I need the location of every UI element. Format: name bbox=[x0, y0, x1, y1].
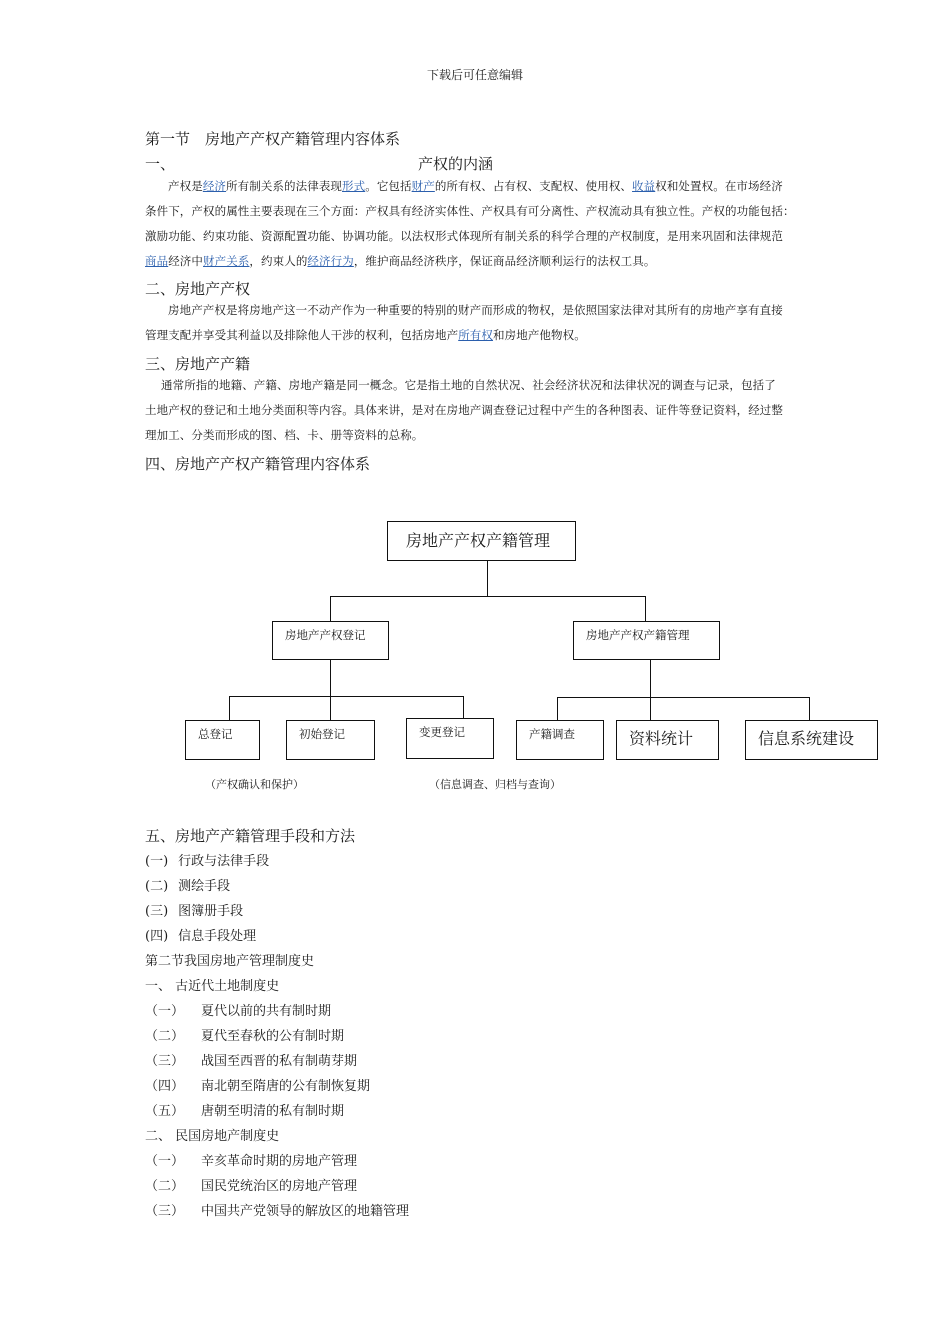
link-income[interactable]: 收益 bbox=[632, 179, 656, 193]
list-item-text: 战国至西晋的私有制萌芽期 bbox=[201, 1054, 358, 1069]
list-item-text: 唐朝至明清的私有制时期 bbox=[201, 1104, 345, 1119]
link-form[interactable]: 形式 bbox=[342, 179, 366, 193]
part-2-paragraph bbox=[145, 298, 813, 348]
list-item-number: (三) bbox=[145, 904, 169, 919]
text: ，约束人的 bbox=[249, 254, 308, 268]
list-item bbox=[145, 1175, 357, 1194]
text: 管理支配并享受其利益以及排除他人干涉的权利，包括房地产 bbox=[145, 328, 459, 342]
section-2-part-2-heading: 二、 民国房地产制度史 bbox=[145, 1129, 280, 1144]
paragraph-line: 理加工、分类而形成的图、档、卡、册等资料的总称。 bbox=[145, 428, 424, 442]
text: 产权是 bbox=[168, 179, 203, 193]
diagram-note-left: （产权确认和保护） bbox=[205, 778, 304, 791]
list-item bbox=[145, 925, 256, 944]
part-3-heading: 三、房地产产籍 bbox=[145, 355, 251, 373]
diagram-left-box bbox=[272, 621, 389, 660]
link-property[interactable]: 财产 bbox=[411, 179, 435, 193]
connector-line bbox=[229, 696, 230, 720]
connector-line bbox=[229, 696, 464, 697]
link-ownership[interactable]: 所有权 bbox=[458, 328, 494, 342]
diagram-leaf-label: 初始登记 bbox=[299, 727, 345, 741]
diagram-right-label: 房地产产权产籍管理 bbox=[586, 628, 690, 642]
list-item bbox=[145, 1100, 344, 1119]
connector-line bbox=[330, 659, 331, 696]
list-item-text: 信息手段处理 bbox=[178, 929, 257, 944]
connector-line bbox=[330, 596, 646, 597]
list-item-text: 图簿册手段 bbox=[178, 904, 244, 919]
diagram-leaf-box bbox=[745, 720, 878, 760]
link-economic-behavior[interactable]: 经济行为 bbox=[307, 254, 354, 268]
diagram-leaf-box bbox=[516, 720, 604, 760]
list-item bbox=[145, 1050, 357, 1069]
part-3-paragraph bbox=[145, 373, 813, 448]
link-economy[interactable]: 经济 bbox=[202, 179, 227, 193]
connector-line bbox=[650, 659, 651, 697]
diagram-leaf-label: 资料统计 bbox=[629, 729, 694, 748]
list-item-number: （三） bbox=[145, 1054, 185, 1069]
diagram-note-right: （信息调查、归档与查询） bbox=[429, 778, 561, 791]
text: 的所有权、占有权、支配权、使用权、 bbox=[434, 179, 633, 193]
link-commodity[interactable]: 商品 bbox=[145, 254, 169, 268]
diagram-right-box bbox=[573, 621, 720, 660]
list-item-number: （四） bbox=[145, 1079, 185, 1094]
connector-line bbox=[487, 560, 488, 596]
text: 经济中 bbox=[168, 254, 204, 268]
list-item-number: (四) bbox=[145, 929, 169, 944]
list-item bbox=[145, 1000, 331, 1019]
diagram-left-label: 房地产产权登记 bbox=[285, 628, 366, 642]
list-item-number: (二) bbox=[145, 879, 169, 894]
list-item-number: （二） bbox=[145, 1179, 185, 1194]
list-item bbox=[145, 1025, 344, 1044]
paragraph-line: 通常所指的地籍、产籍、房地产籍是同一概念。它是指土地的自然状况、社会经济状况和法律状况的调查与记录，包括了 bbox=[161, 378, 776, 392]
paragraph-line: 条件下，产权的属性主要表现在三个方面：产权具有经济实体性、产权具有可分离性、产权流动具有独立性。产权的功能包括： bbox=[145, 204, 795, 218]
diagram-root-box bbox=[387, 521, 576, 561]
list-item-number: （一） bbox=[145, 1154, 185, 1169]
list-item-text: 行政与法律手段 bbox=[178, 854, 270, 869]
connector-line bbox=[650, 697, 651, 720]
list-item-number: （五） bbox=[145, 1104, 185, 1119]
text: 权和处置权。在市场经济 bbox=[655, 179, 783, 193]
list-item-text: 夏代至春秋的公有制时期 bbox=[201, 1029, 345, 1044]
connector-line bbox=[463, 696, 464, 718]
paragraph-line: 激励功能、约束功能、资源配置功能、协调功能。以法权形式体现所有制关系的科学合理的产权制度，是用来巩固和法律规范 bbox=[145, 229, 783, 243]
list-item bbox=[145, 1200, 409, 1219]
list-item bbox=[145, 1075, 370, 1094]
diagram-leaf-label: 总登记 bbox=[198, 727, 233, 741]
list-item-number: （二） bbox=[145, 1029, 185, 1044]
diagram-leaf-box bbox=[286, 720, 375, 760]
diagram-leaf-label: 变更登记 bbox=[419, 725, 465, 739]
list-item bbox=[145, 875, 230, 894]
paragraph-line: 房地产产权是将房地产这一不动产作为一种重要的特别的财产而形成的物权，是依照国家法律对其所有的房地产享有直接 bbox=[168, 303, 783, 317]
paragraph-line: 土地产权的登记和土地分类面积等内容。具体来讲，是对在房地产调查登记过程中产生的各种图表、证件等登记资料，经过整 bbox=[145, 403, 783, 417]
connector-line bbox=[557, 697, 558, 720]
part-4-heading: 四、房地产产权产籍管理内容体系 bbox=[145, 455, 371, 473]
diagram-leaf-box bbox=[616, 720, 719, 760]
list-item-text: 夏代以前的共有制时期 bbox=[201, 1004, 332, 1019]
connector-line bbox=[557, 697, 810, 698]
list-item bbox=[145, 900, 243, 919]
section-1-title: 第一节 房地产产权产籍管理内容体系 bbox=[145, 130, 401, 148]
part-5-heading: 五、房地产产籍管理手段和方法 bbox=[145, 827, 356, 845]
diagram-leaf-box bbox=[185, 720, 260, 760]
section-2-part-1-heading: 一、 古近代土地制度史 bbox=[145, 979, 280, 994]
text: 。它包括 bbox=[365, 179, 412, 193]
list-item-number: (一) bbox=[145, 854, 169, 869]
part-1-heading-number: 一、 bbox=[145, 155, 176, 173]
list-item-text: 辛亥革命时期的房地产管理 bbox=[201, 1154, 358, 1169]
part-1-paragraph bbox=[145, 174, 813, 274]
list-item-text: 南北朝至隋唐的公有制恢复期 bbox=[201, 1079, 371, 1094]
text: 所有制关系的法律表现 bbox=[226, 179, 343, 193]
part-2-heading: 二、房地产产权 bbox=[145, 280, 251, 298]
link-property-relations[interactable]: 财产关系 bbox=[203, 254, 250, 268]
diagram-leaf-label: 信息系统建设 bbox=[758, 729, 855, 748]
section-2-title: 第二节我国房地产管理制度史 bbox=[145, 954, 315, 969]
text: 和房地产他物权。 bbox=[493, 328, 586, 342]
list-item-text: 中国共产党领导的解放区的地籍管理 bbox=[201, 1204, 410, 1219]
connector-line bbox=[809, 697, 810, 720]
connector-line bbox=[330, 696, 331, 720]
list-item-text: 测绘手段 bbox=[178, 879, 231, 894]
list-item-number: （一） bbox=[145, 1004, 185, 1019]
list-item bbox=[145, 1150, 357, 1169]
connector-line bbox=[645, 596, 646, 621]
text: ，维护商品经济秩序，保证商品经济顺利运行的法权工具。 bbox=[353, 254, 656, 268]
header-note: 下载后可任意编辑 bbox=[426, 68, 523, 82]
diagram-root-label: 房地产产权产籍管理 bbox=[406, 531, 551, 550]
connector-line bbox=[330, 596, 331, 621]
list-item-text: 国民党统治区的房地产管理 bbox=[201, 1179, 358, 1194]
diagram-leaf-label: 产籍调查 bbox=[529, 727, 575, 741]
part-1-heading-text: 产权的内涵 bbox=[418, 155, 494, 173]
list-item bbox=[145, 850, 269, 869]
diagram-leaf-box bbox=[406, 718, 494, 759]
list-item-number: （三） bbox=[145, 1204, 185, 1219]
